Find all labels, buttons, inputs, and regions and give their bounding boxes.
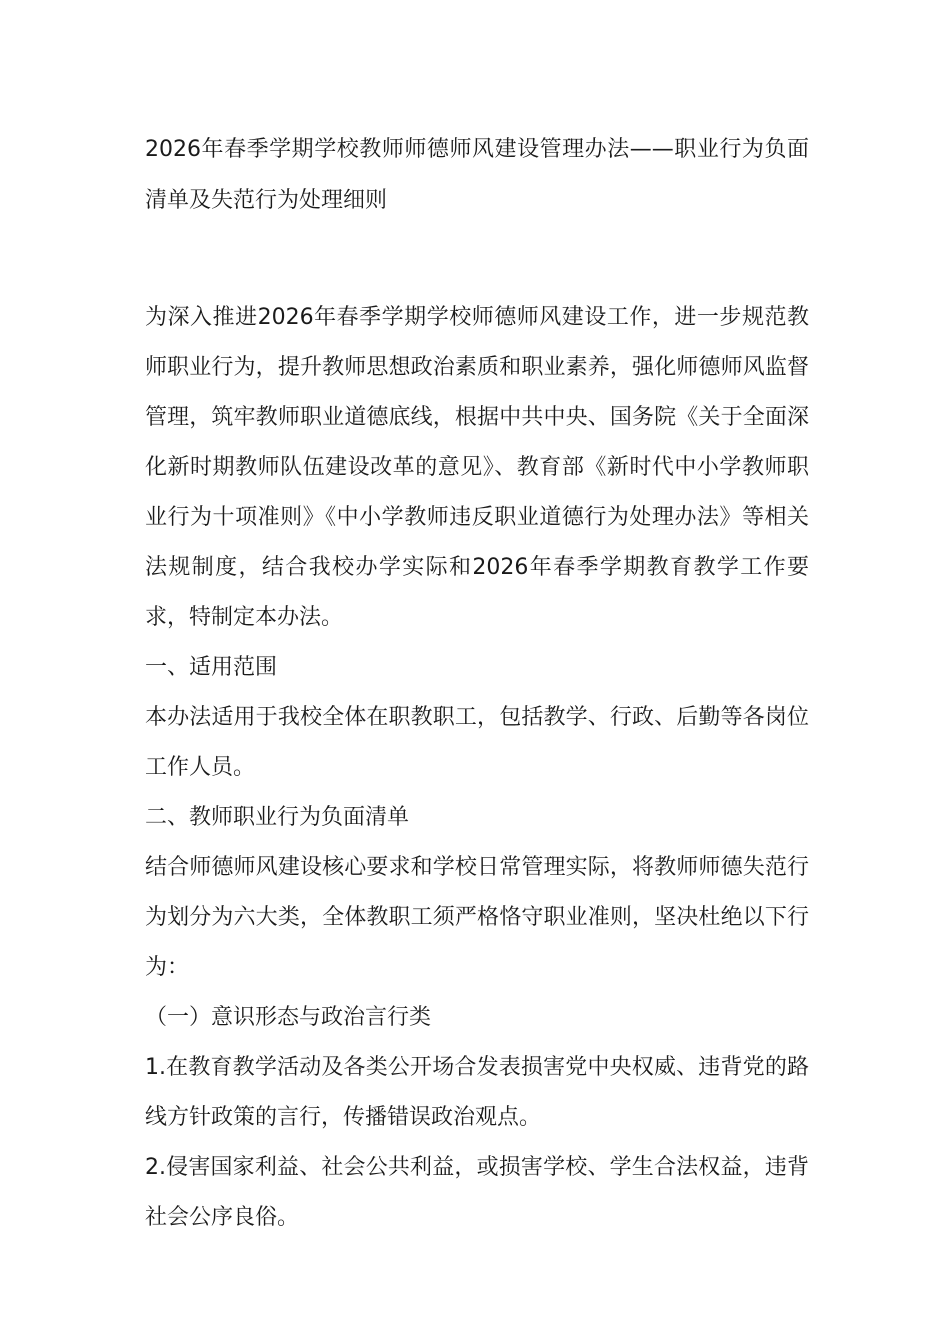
- section-heading-negative-list: 二、教师职业行为负面清单: [145, 805, 410, 830]
- list-item: 1.在教育教学活动及各类公开场合发表损害党中央权威、违背党的路线方针政策的言行，传播错误政治观点。: [145, 1055, 809, 1130]
- scope-paragraph: 本办法适用于我校全体在职教职工，包括教学、行政、后勤等各岗位工作人员。: [145, 705, 809, 780]
- document-title: 2026年春季学期学校教师师德师风建设管理办法——职业行为负面清单及失范行为处理细则: [145, 137, 809, 213]
- list-item: 2.侵害国家利益、社会公共利益，或损害学校、学生合法权益，违背社会公序良俗。: [145, 1155, 809, 1230]
- negative-list-intro: 结合师德师风建设核心要求和学校日常管理实际，将教师师德失范行为划分为六大类，全体教职工须严格恪守职业准则，坚决杜绝以下行为：: [145, 855, 809, 980]
- title-spacer: [145, 226, 809, 293]
- section-heading-scope: 一、适用范围: [145, 655, 278, 680]
- document-body: [145, 124, 809, 1243]
- subsection-heading-ideology: （一）意识形态与政治言行类: [145, 1005, 432, 1030]
- preamble-paragraph: 为深入推进2026年春季学期学校师德师风建设工作，进一步规范教师职业行为，提升教师思想政治素质和职业素养，强化师德师风监督管理，筑牢教师职业道德底线，根据中共中央、国务院《关于全面深化新时期教师队伍建设改革的意见》、教育部《新时代中小学教师职业行为十项准则》《中小学教师违反职业道德行为处理办法》等相关法规制度，结合我校办学实际和2026年春季学期教育教学工作要求，特制定本办法。: [145, 305, 809, 630]
